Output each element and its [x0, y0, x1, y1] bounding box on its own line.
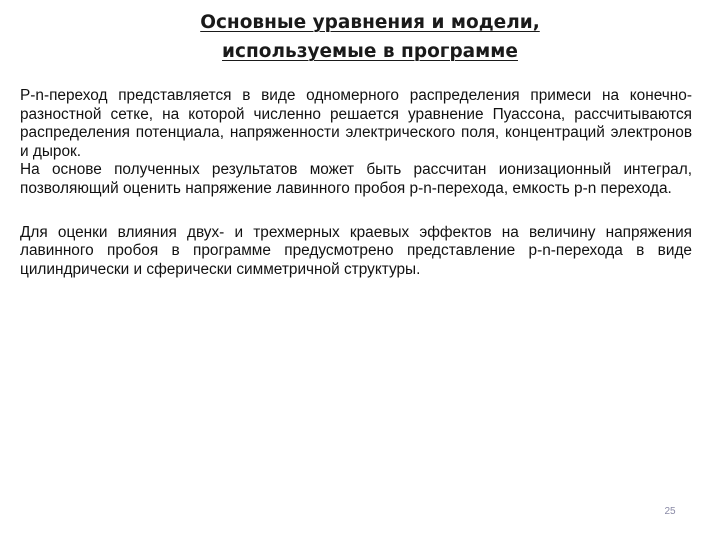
paragraph-ionization-integral: На основе полученных результатов может быть рассчитан ионизационный интеграл, позволяющий оценить напряжение лавинного пробоя p-n-перехода, емкость p-n перехода.: [20, 161, 692, 197]
title-line-2: используемые в программе: [222, 41, 518, 62]
title-line-1: Основные уравнения и модели,: [200, 12, 540, 33]
paragraph-edge-effects: Для оценки влияния двух- и трехмерных краевых эффектов на величину напряжения лавинного пробоя в программе предусмотрено представление p-n-перехода в виде цилиндрически и сферически симметричной структуры.: [20, 223, 692, 278]
slide-body: [20, 87, 692, 279]
page-number: 25: [664, 506, 676, 517]
slide-title: [100, 8, 640, 66]
paragraph-pn-junction-model: P-n-переход представляется в виде одномерного распределения примеси на конечно-разностной сетке, на которой численно решается уравнение Пуассона, рассчитываются распределения потенциала, напряженности электрического поля, концентраций электронов и дырок.: [20, 87, 692, 160]
